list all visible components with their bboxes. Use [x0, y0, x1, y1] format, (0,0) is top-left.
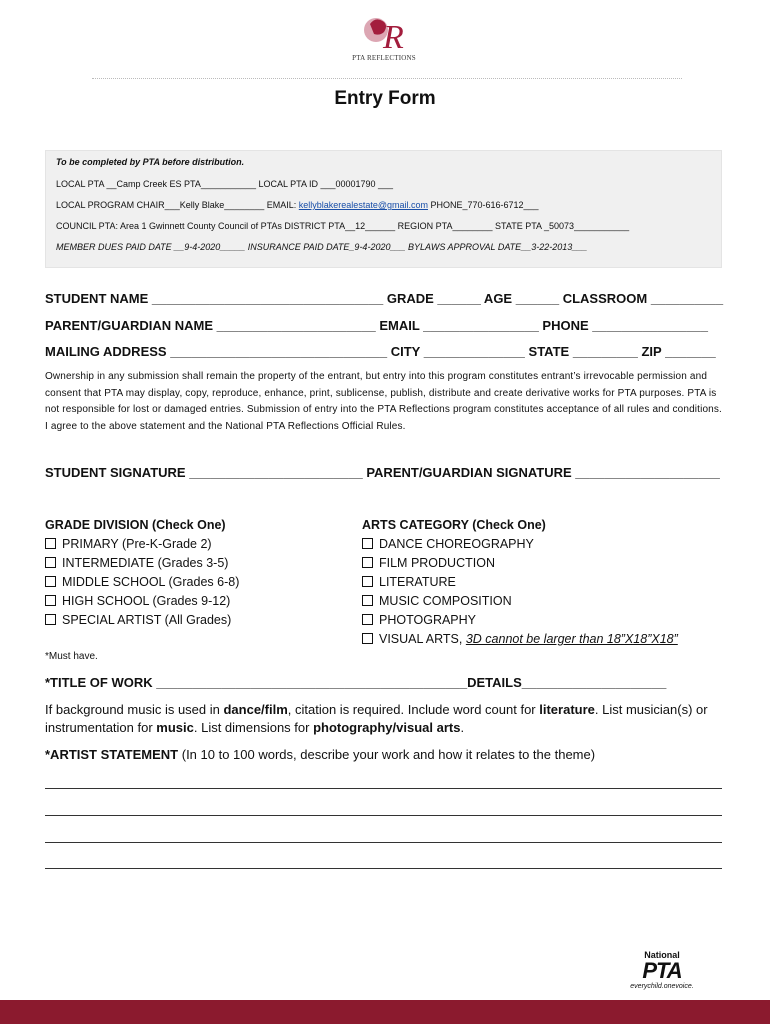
parent-guardian-row[interactable]: PARENT/GUARDIAN NAME ______________________ EMAIL ________________ PHONE ________________ — [45, 318, 708, 333]
mailing-address-row[interactable]: MAILING ADDRESS ______________________________ CITY ______________ STATE _________ ZIP _______ — [45, 344, 716, 359]
national-pta-logo — [622, 950, 702, 991]
artist-statement-line[interactable] — [45, 868, 722, 869]
pta-reflections-logo — [352, 10, 416, 66]
checkbox-icon[interactable] — [45, 557, 56, 568]
grade-division-heading: GRADE DIVISION (Check One) — [45, 518, 226, 532]
grade-option-primary[interactable]: PRIMARY (Pre-K-Grade 2) — [45, 535, 239, 554]
checkbox-icon[interactable] — [45, 614, 56, 625]
arts-category-heading: ARTS CATEGORY (Check One) — [362, 518, 546, 532]
arts-option-dance[interactable]: DANCE CHOREOGRAPHY — [362, 535, 678, 554]
council-line[interactable]: COUNCIL PTA: Area 1 Gwinnett County Council of PTAs DISTRICT PTA__12______ REGION PTA________ STATE PTA _50073___________ — [56, 221, 630, 231]
dues-line[interactable]: MEMBER DUES PAID DATE __9-4-2020_____ INSURANCE PAID DATE_9-4-2020___ BYLAWS APPROVAL DATE__3-22-2013___ — [56, 242, 588, 252]
header-divider — [92, 78, 682, 79]
arts-option-film[interactable]: FILM PRODUCTION — [362, 554, 678, 573]
signature-row[interactable]: STUDENT SIGNATURE ________________________ PARENT/GUARDIAN SIGNATURE ____________________ — [45, 465, 720, 480]
program-chair-field[interactable]: LOCAL PROGRAM CHAIR___Kelly Blake________ EMAIL: — [56, 200, 299, 210]
grade-option-middle-school[interactable]: MIDDLE SCHOOL (Grades 6-8) — [45, 573, 239, 592]
arts-option-literature[interactable]: LITERATURE — [362, 573, 678, 592]
checkbox-icon[interactable] — [362, 614, 373, 625]
grade-option-high-school[interactable]: HIGH SCHOOL (Grades 9-12) — [45, 592, 239, 611]
footer-bar — [0, 1000, 770, 1024]
local-pta-line[interactable]: LOCAL PTA __Camp Creek ES PTA___________ LOCAL PTA ID ___00001790 ___ — [56, 179, 394, 189]
artist-statement-line[interactable] — [45, 842, 722, 843]
checkbox-icon[interactable] — [45, 576, 56, 587]
artist-statement-heading: *ARTIST STATEMENT — [45, 747, 179, 762]
phone-field[interactable]: PHONE_770-616-6712___ — [427, 200, 539, 210]
title-of-work-row[interactable]: *TITLE OF WORK ___________________________________________DETAILS____________________ — [45, 675, 667, 690]
grade-option-intermediate[interactable]: INTERMEDIATE (Grades 3-5) — [45, 554, 239, 573]
checkbox-icon[interactable] — [45, 595, 56, 606]
checkbox-icon[interactable] — [45, 538, 56, 549]
arts-category-section — [362, 518, 678, 649]
artist-statement-label — [45, 747, 595, 762]
student-name-row[interactable]: STUDENT NAME ________________________________ GRADE ______ AGE ______ CLASSROOM __________ — [45, 291, 724, 306]
pta-info-panel — [45, 150, 722, 268]
arts-option-visual-arts[interactable]: VISUAL ARTS, 3D cannot be larger than 18”X18”X18” — [362, 630, 678, 649]
checkbox-icon[interactable] — [362, 595, 373, 606]
logo-caption: PTA REFLECTIONS — [352, 54, 416, 62]
checkbox-icon[interactable] — [362, 538, 373, 549]
consent-paragraph: Ownership in any submission shall remain the property of the entrant, but entry into this program constitutes entrant’s irrevocable permission and consent that PTA may display, copy, reproduce, enhance, print, sublicense, publish, distribute and create derivative works for PTA purposes. PTA is not responsible for lost or damaged entries. Submission of entry into the PTA Reflections program constitutes acceptance of all rules and conditions. I agree to the above statement and the National PTA Reflections Official Rules. — [45, 371, 722, 432]
artist-statement-hint: (In 10 to 100 words, describe your work and how it relates to the theme) — [178, 747, 596, 762]
checkbox-icon[interactable] — [362, 633, 373, 644]
national-pta-mark: PTA — [642, 958, 682, 983]
page-title: Entry Form — [334, 88, 436, 109]
must-have-note: *Must have. — [45, 651, 98, 662]
pta-note: To be completed by PTA before distribution. — [56, 157, 245, 167]
pta-reflections-logo-icon — [356, 10, 412, 56]
email-link[interactable]: kellyblakerealestate@gmail.com — [298, 200, 428, 210]
visual-arts-note: 3D cannot be larger than 18”X18”X18” — [465, 632, 678, 646]
svg-text:R: R — [383, 19, 404, 56]
instructions-paragraph: If background music is used in dance/film, citation is required. Include word count for literature. List musician(s) or instrumentation for music. List dimensions for photography/visual arts. — [45, 702, 708, 735]
checkbox-icon[interactable] — [362, 557, 373, 568]
national-pta-top: National — [644, 950, 680, 960]
grade-option-special-artist[interactable]: SPECIAL ARTIST (All Grades) — [45, 611, 239, 630]
arts-option-music[interactable]: MUSIC COMPOSITION — [362, 592, 678, 611]
checkbox-icon[interactable] — [362, 576, 373, 587]
artist-statement-line[interactable] — [45, 788, 722, 789]
program-chair-line — [56, 200, 539, 210]
artist-statement-line[interactable] — [45, 815, 722, 816]
arts-option-photography[interactable]: PHOTOGRAPHY — [362, 611, 678, 630]
national-pta-tagline: everychild.onevoice. — [630, 983, 694, 990]
grade-division-section — [45, 518, 239, 630]
